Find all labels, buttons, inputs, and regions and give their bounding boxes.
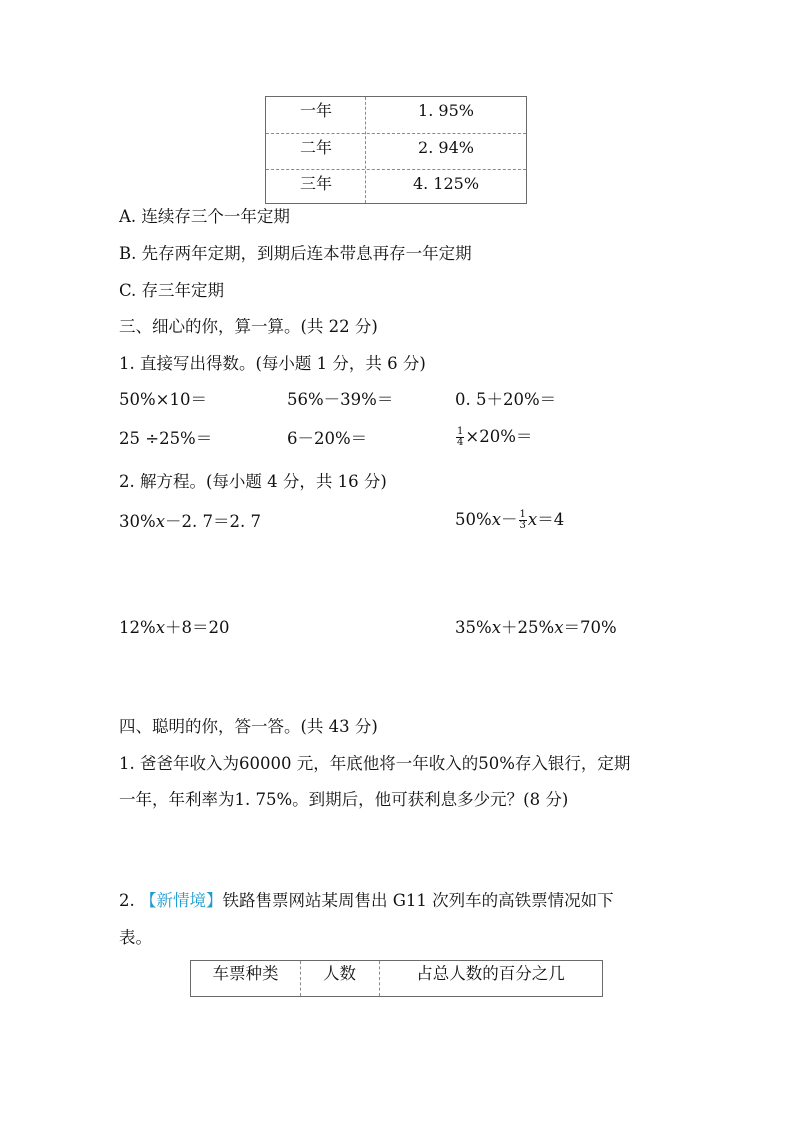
section3-title: 三、细心的你，算一算。(共 22 分) (119, 317, 378, 336)
table-row (266, 169, 526, 206)
table-header-cell: 人数 (323, 964, 356, 983)
rate-cell: 4. 125% (412, 174, 480, 193)
equation-3: 12%x＋8＝20 (119, 618, 230, 637)
interest-rate-table (265, 96, 527, 204)
table-header-cell: 车票种类 (212, 964, 279, 983)
calc-item-5: 6－20%＝ (287, 429, 368, 448)
equation-1: 30%x－2. 7＝2. 7 (119, 512, 261, 531)
term-cell: 二年 (299, 138, 332, 157)
calc-item-2: 56%－39%＝ (287, 390, 394, 409)
section4-q1-line2: 一年，年利率为1. 75%。到期后，他可获利息多少元？(8 分) (119, 790, 569, 809)
calc-item-1: 50%×10＝ (119, 390, 207, 409)
term-cell: 一年 (299, 101, 332, 120)
fraction: $\frac{1}{4}$ (457, 426, 464, 448)
section4-q2-line2: 表。 (119, 928, 152, 947)
section4-q1-line1: 1. 爸爸年收入为60000 元，年底他将一年收入的50%存入银行，定期 (119, 754, 631, 773)
calc-item-3: 0. 5＋20%＝ (455, 390, 557, 409)
calc-item-6: $\frac{1}{4}$ ×20%＝ (457, 426, 533, 448)
option-c: C. 存三年定期 (119, 281, 225, 300)
section3-q1-title: 1. 直接写出得数。(每小题 1 分，共 6 分) (119, 354, 426, 373)
equation-2: 50%x－ $\frac{1}{3}$ x＝4 (455, 509, 565, 531)
table-row (266, 133, 526, 170)
table-header-cell: 占总人数的百分之几 (416, 964, 565, 983)
section4-q2-line1: 2. 【新情境】铁路售票网站某周售出 G11 次列车的高铁票情况如下 (119, 891, 614, 910)
rate-cell: 1. 95% (418, 101, 474, 120)
term-cell: 三年 (299, 174, 332, 193)
rate-cell: 2. 94% (418, 138, 474, 157)
new-context-tag: 【新情境】 (140, 891, 223, 910)
calc-item-4: 25 ÷25%＝ (119, 429, 213, 448)
option-a: A. 连续存三个一年定期 (119, 207, 290, 226)
ticket-table (190, 960, 603, 997)
table-row (266, 97, 526, 133)
equation-4: 35%x＋25%x＝70% (455, 618, 617, 637)
section3-q2-title: 2. 解方程。(每小题 4 分，共 16 分) (119, 472, 387, 491)
option-b: B. 先存两年定期，到期后连本带息再存一年定期 (119, 244, 472, 263)
fraction: $\frac{1}{3}$ (519, 509, 526, 531)
section4-title: 四、聪明的你，答一答。(共 43 分) (119, 717, 378, 736)
